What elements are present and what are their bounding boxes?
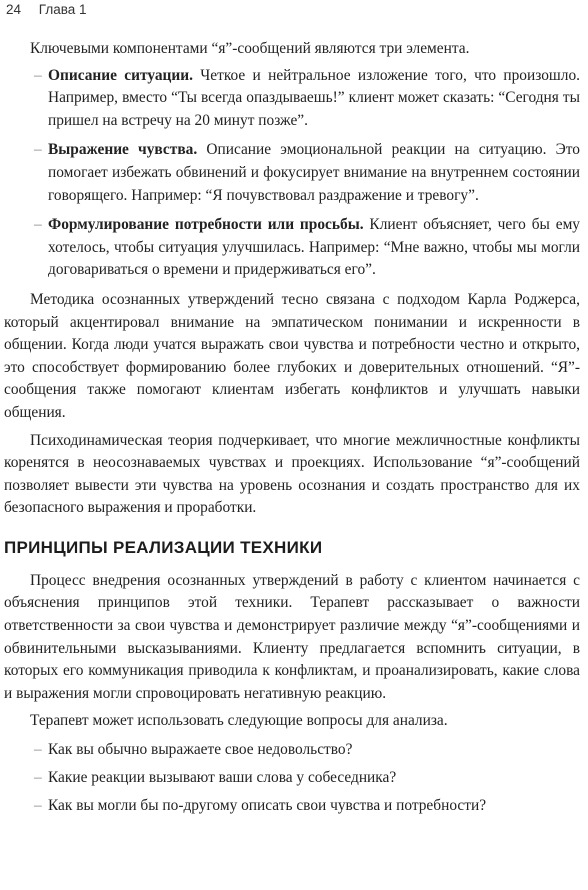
questions-list	[4, 739, 580, 817]
bullet-marker: –	[34, 66, 42, 84]
list-item	[4, 214, 580, 282]
section-heading: ПРИНЦИПЫ РЕАЛИЗАЦИИ ТЕХНИКИ	[4, 537, 323, 557]
list-item	[4, 65, 580, 133]
component-term: Выражение чувства.	[48, 141, 198, 159]
bullet-marker: –	[34, 769, 42, 787]
psychodynamic-paragraph: Психодинамическая теория подчеркивает, что многие межличностные конфликты коренятся в неосознаваемых чувствах и проекциях. Использование “я”-сообщений позволяет вывести эти чувства на уровень осознания и создать пространство для их безопасного выражения и проработки.	[4, 431, 580, 517]
question-text: Как вы могли бы по-другому описать свои чувства и потребности?	[48, 797, 487, 815]
question-text: Как вы обычно выражаете свое недовольство?	[48, 741, 353, 759]
chapter-title: Глава 1	[38, 2, 87, 17]
components-list	[4, 65, 580, 282]
list-item	[4, 739, 580, 761]
list-item	[4, 795, 580, 817]
page-body	[4, 38, 580, 823]
process-paragraph: Процесс внедрения осознанных утверждений в работу с клиентом начинается с объяснения принципов этой техники. Терапевт рассказывает о важности ответственности за свои чувства и демонстрирует различие между “я”-сообщениями и обвинительными высказываниями. Клиенту предлагается вспомнить ситуации, в которых его коммуникация приводила к конфликтам, и проанализировать, какие слова и выражения могли спровоцировать негативную реакцию.	[4, 571, 580, 702]
component-text: Четкое и нейтральное изложение того, что произошло. Например, вместо “Ты всегда опаздываешь!” клиент может сказать: “Сегодня ты пришел на встречу на 20 минут позже”.	[48, 66, 580, 129]
bullet-marker: –	[34, 216, 42, 234]
bullet-marker: –	[34, 141, 42, 159]
page-number: 24	[6, 2, 22, 17]
running-header	[6, 2, 87, 17]
bullet-marker: –	[34, 797, 42, 815]
bullet-marker: –	[34, 741, 42, 759]
list-item	[4, 767, 580, 789]
component-text: Описание эмоциональной реакции на ситуацию. Это помогает избежать обвинений и фокусирует внимание на внутреннем состоянии говорящего. Например: “Я почувствовал раздражение и тревогу”.	[48, 141, 580, 204]
component-term: Формулирование потребности или просьбы.	[48, 216, 364, 234]
rogers-paragraph: Методика осознанных утверждений тесно связана с подходом Карла Роджерса, который акцентировал внимание на эмпатическом понимании и искренности в общении. Когда люди учатся выражать свои чувства и потребности честно и открыто, это способствует формированию более глубоких и доверительных отношений. “Я”-сообщения также помогают клиентам избегать конфликтов и улучшать навыки общения.	[4, 290, 580, 421]
component-text: Клиент объясняет, чего бы ему хотелось, чтобы ситуация улучшилась. Например: “Мне важно, чтобы мы могли договариваться о времени и придерживаться его”.	[48, 216, 580, 279]
questions-intro-paragraph: Терапевт может использовать следующие вопросы для анализа.	[30, 712, 448, 730]
intro-paragraph: Ключевыми компонентами “я”-сообщений являются три элемента.	[30, 40, 470, 57]
question-text: Какие реакции вызывают ваши слова у собеседника?	[48, 769, 397, 787]
list-item	[4, 139, 580, 207]
component-term: Описание ситуации.	[48, 66, 193, 84]
